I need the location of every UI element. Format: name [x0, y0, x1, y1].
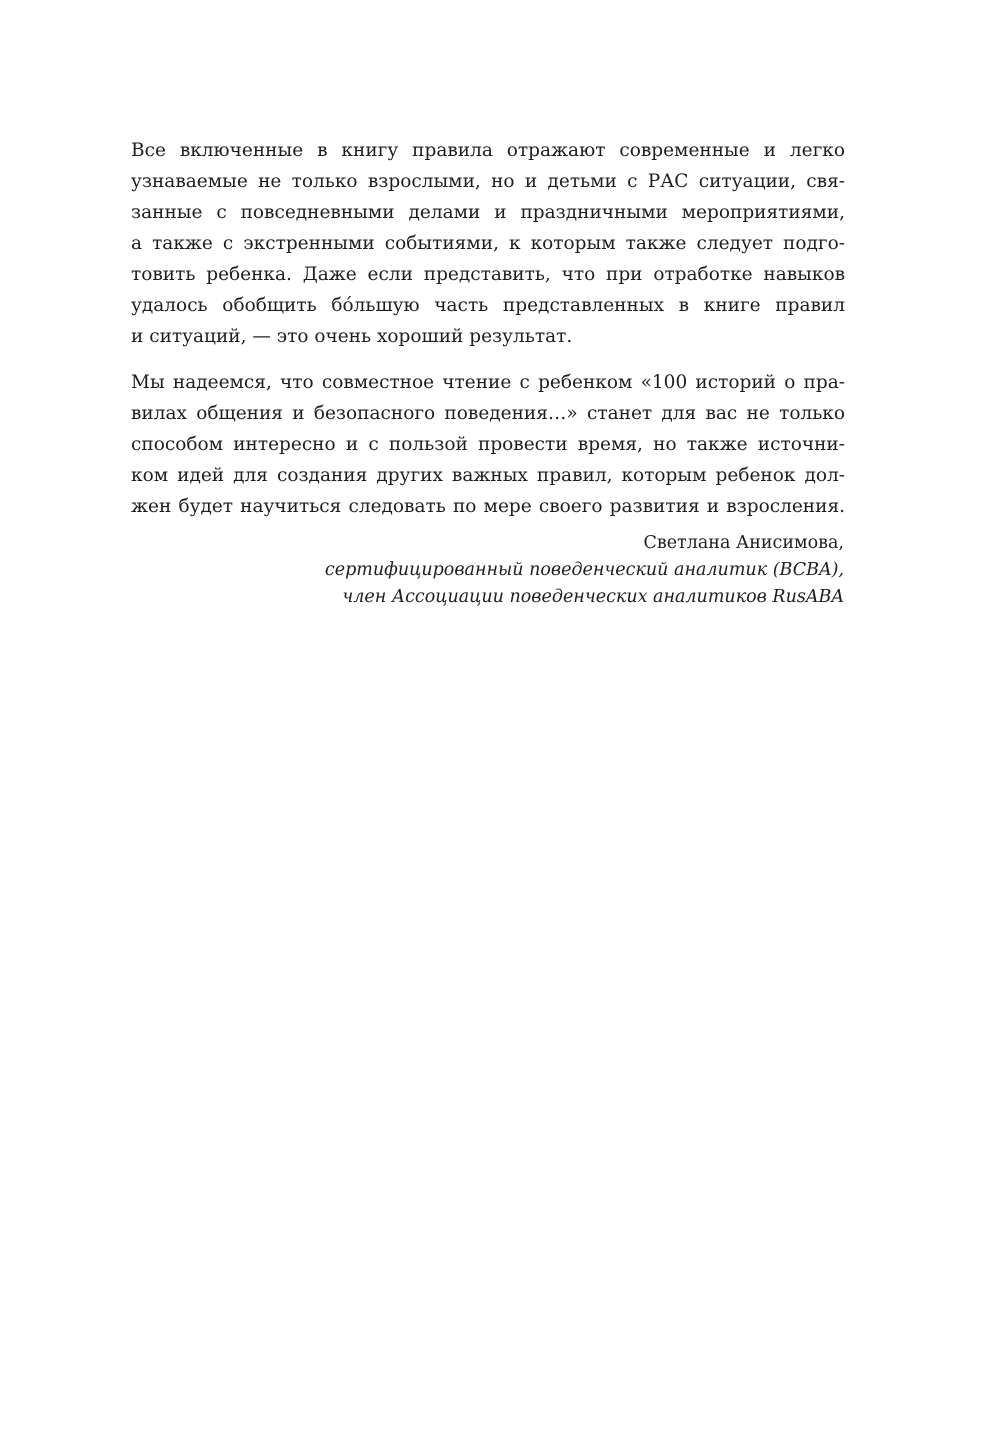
text-line: ком идей для создания других важных правил, которым ребенок дол- [131, 465, 845, 486]
text-line: и ситуаций, — это очень хороший результат. [131, 326, 573, 347]
paragraph-2 [131, 367, 845, 522]
text-line: занные с повседневными делами и праздничными мероприятиями, [131, 202, 845, 223]
author-name: Светлана Анисимова, [643, 533, 844, 553]
signature-block [325, 530, 844, 611]
text-line: узнаваемые не только взрослыми, но и детьми с РАС ситуации, свя- [131, 171, 845, 192]
text-line: Все включенные в книгу правила отражают современные и легко [131, 140, 845, 161]
author-affiliation: член Ассоциации поведенческих аналитиков RusABA [342, 587, 844, 607]
text-line: Мы надеемся, что совместное чтение с ребенком «100 историй о пра- [131, 372, 845, 393]
text-line: а также с экстренными событиями, к которым также следует подго- [131, 233, 845, 254]
paragraph-1 [131, 135, 845, 352]
author-title: сертифицированный поведенческий аналитик (BCBA), [324, 560, 844, 580]
text-line: удалось обобщить бóльшую часть представленных в книге правил [131, 295, 845, 316]
text-line: жен будет научиться следовать по мере своего развития и взросления. [131, 496, 845, 517]
text-line: товить ребенка. Даже если представить, что при отработке навыков [131, 264, 845, 285]
paragraph-spacer [131, 352, 845, 367]
text-line: вилах общения и безопасного поведения…» станет для вас не только [131, 403, 845, 424]
text-line: способом интересно и с пользой провести время, но также источни- [131, 434, 845, 455]
body-text [131, 135, 845, 522]
